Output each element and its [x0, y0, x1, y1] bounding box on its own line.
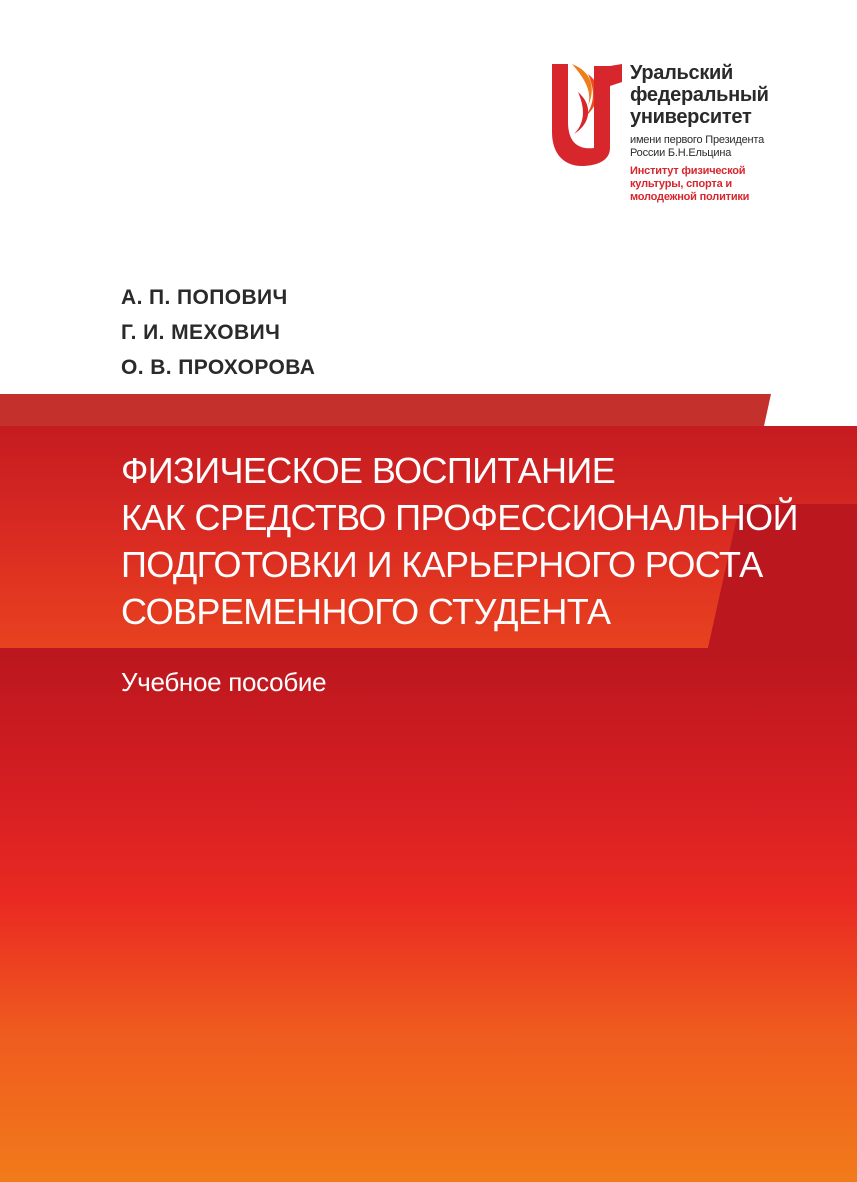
title-line: КАК СРЕДСТВО ПРОФЕССИОНАЛЬНОЙ — [121, 497, 798, 538]
book-title — [121, 447, 821, 635]
institute-name-line: культуры, спорта и — [630, 178, 732, 190]
cover-panel — [0, 426, 857, 1182]
institute-name-line: молодежной политики — [630, 191, 750, 203]
author-name: Г. И. МЕХОВИЧ — [121, 321, 281, 344]
institute-name-line: Институт физической — [630, 165, 746, 177]
university-name-line: Уральский — [630, 62, 734, 84]
title-line: ФИЗИЧЕСКОЕ ВОСПИТАНИЕ — [121, 450, 616, 491]
urfu-logo-icon — [548, 62, 622, 166]
author-name: О. В. ПРОХОРОВА — [121, 356, 316, 379]
university-name — [630, 62, 840, 204]
authors-list — [121, 280, 315, 385]
title-line: ПОДГОТОВКИ И КАРЬЕРНОГО РОСТА — [121, 544, 763, 585]
university-logo — [548, 62, 848, 222]
author-name: А. П. ПОПОВИЧ — [121, 286, 288, 309]
title-line: СОВРЕМЕННОГО СТУДЕНТА — [121, 591, 611, 632]
university-name-line: университет — [630, 106, 752, 128]
decorative-stripe — [0, 394, 857, 426]
named-after-line: имени первого Президента — [630, 134, 765, 146]
book-subtitle: Учебное пособие — [121, 667, 327, 697]
university-name-line: федеральный — [630, 84, 769, 106]
named-after-line: России Б.Н.Ельцина — [630, 147, 732, 159]
